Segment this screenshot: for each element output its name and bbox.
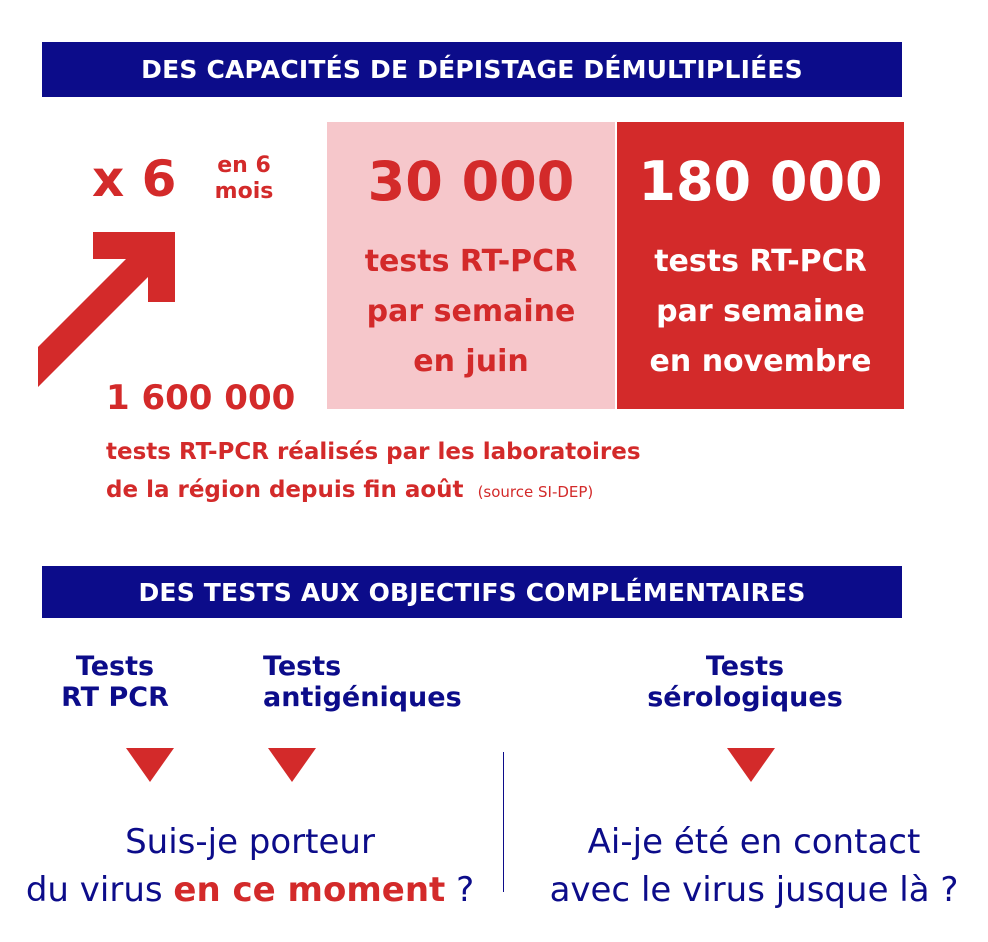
middle-banner: [42, 566, 902, 618]
november-caption-line1: tests RT-PCR: [654, 244, 867, 279]
november-caption: [617, 237, 904, 387]
rtpcr-label-line2: RT PCR: [61, 682, 169, 713]
november-stat-box: [617, 122, 904, 409]
question-past-contact: [520, 818, 988, 914]
antigen-test-label: [263, 651, 462, 713]
q1-line2-start: du virus: [25, 870, 174, 910]
q1-line1: Suis-je porteur: [125, 822, 375, 862]
down-triangle-icon: [126, 748, 174, 782]
rtpcr-label-line1: Tests: [75, 651, 155, 682]
total-desc-line2: [106, 471, 641, 511]
november-caption-line3: en novembre: [649, 344, 872, 379]
growth-period-line1: en 6: [217, 153, 271, 178]
q2-line1: Ai-je été en contact: [587, 822, 921, 862]
november-number: 180 000: [638, 150, 883, 213]
q1-line2: [0, 866, 500, 914]
top-banner: [42, 42, 902, 97]
june-caption-line1: tests RT-PCR: [364, 244, 578, 279]
june-caption-line3: en juin: [413, 344, 529, 379]
question-current-infection: [0, 818, 500, 914]
serology-label-line1: Tests: [705, 651, 785, 682]
antigen-label-line2: antigéniques: [263, 682, 462, 713]
growth-period-line2: mois: [214, 179, 274, 204]
serology-test-label: [630, 651, 860, 713]
total-tests-description: [106, 433, 641, 511]
down-triangle-icon: [727, 748, 775, 782]
growth-multiplier: x 6: [92, 150, 177, 208]
november-caption-line2: par semaine: [656, 294, 865, 329]
q2-line2: avec le virus jusque là ?: [549, 870, 959, 910]
june-number: 30 000: [367, 150, 575, 213]
june-caption-line2: par semaine: [366, 294, 576, 329]
top-banner-title: DES CAPACITÉS DE DÉPISTAGE DÉMULTIPLIÉES: [141, 55, 803, 84]
june-stat-box: [327, 122, 615, 409]
down-triangle-icon: [268, 748, 316, 782]
growth-period: [208, 153, 280, 205]
serology-label-line2: sérologiques: [647, 682, 843, 713]
q1-end: ?: [445, 870, 475, 910]
total-desc-line2-text: de la région depuis fin août: [106, 477, 464, 503]
rtpcr-test-label: [50, 651, 180, 713]
q1-highlight: en ce moment: [173, 870, 446, 910]
june-caption: [327, 237, 615, 387]
middle-banner-title: DES TESTS AUX OBJECTIFS COMPLÉMENTAIRES: [138, 577, 806, 607]
source-note: (source SI-DEP): [477, 483, 594, 501]
column-divider: [503, 752, 504, 892]
total-desc-line1: tests RT-PCR réalisés par les laboratoires: [106, 439, 641, 465]
antigen-label-line1: Tests: [263, 651, 342, 682]
total-tests-value: 1 600 000: [106, 378, 296, 418]
